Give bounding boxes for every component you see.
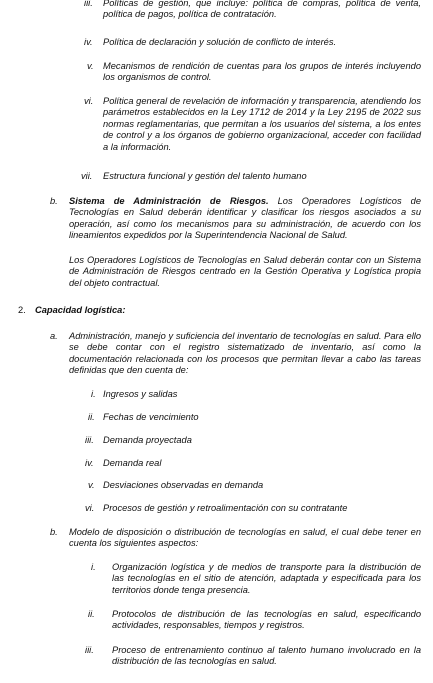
list-item-text: Organización logística y de medios de transporte para la distribución de las tecnologías en el sitio de atención, adaptada y especificada para los territorios donde tenga presencia. [112, 562, 421, 595]
list-marker: vii. [81, 171, 93, 181]
list-item-text: Proceso de entrenamiento continuo al talento humano involucrado en la distribución de las tecnologías en salud. [112, 645, 421, 667]
list-item-text: Ingresos y salidas [103, 389, 178, 399]
list-item-text: Políticas de gestión, que incluye: política de compras, política de venta, política de pagos, política de contratación. [103, 0, 421, 20]
list-marker: iii. [85, 435, 94, 445]
list-marker: v. [88, 480, 95, 490]
risk-system-paragraph [69, 196, 421, 242]
section-title: Capacidad logística: [35, 305, 126, 315]
list-item-text: Demanda real [103, 458, 162, 468]
list-marker: ii. [88, 412, 95, 422]
list-item-text: Procesos de gestión y retroalimentación con su contratante [103, 503, 348, 513]
list-item-text: Política de declaración y solución de conflicto de interés. [103, 37, 337, 47]
list-marker: iv. [85, 458, 94, 468]
inventory-paragraph: Administración, manejo y suficiencia del inventario de tecnologías en salud. Para ello se debe contar con el registro sistematizado de inventario, así como la documentación relacionada con los procesos que permitan llevar a cabo las tareas definidas que den cuenta de: [69, 331, 421, 376]
list-marker: vi. [84, 96, 94, 106]
list-marker: v. [87, 61, 94, 71]
list-marker: iii. [84, 0, 93, 8]
list-marker: b. [50, 196, 58, 206]
list-item-text: Mecanismos de rendición de cuentas para los grupos de interés incluyendo los organismos de control. [103, 61, 421, 83]
distribution-paragraph: Modelo de disposición o distribución de tecnologías en salud, el cual debe tener en cuenta los siguientes aspectos: [69, 527, 421, 549]
list-marker: ii. [88, 609, 95, 619]
list-marker: vi. [85, 503, 95, 513]
list-marker: iii. [85, 645, 94, 655]
risk-system-title: Sistema de Administración de Riesgos. [69, 196, 269, 206]
list-item-text: Fechas de vencimiento [103, 412, 199, 422]
list-item-text: Estructura funcional y gestión del talento humano [103, 171, 307, 181]
list-marker: iv. [84, 37, 93, 47]
risk-system-paragraph-2: Los Operadores Logísticos de Tecnologías en Salud deberán contar con un Sistema de Administración de Riesgos centrado en la Gestión Operativa y Logística propia del objeto contractual. [69, 255, 421, 288]
section-number: 2. [18, 305, 26, 315]
list-item-text: Demanda proyectada [103, 435, 192, 445]
risk-system-text: Los Operadores Logísticos de Tecnologías en Salud deberán identificar y clasificar los riesgos asociados a su operación, así como los mecanismos para su administración, de acuerdo con los lineamientos expedidos por la Superintendencia Nacional de Salud. [69, 196, 421, 241]
list-item-text: Desviaciones observadas en demanda [103, 480, 264, 490]
list-marker: i. [91, 562, 96, 572]
list-item-text: Protocolos de distribución de las tecnologías en salud, especificando actividades, responsables, tiempos y registros. [112, 609, 421, 631]
list-marker: a. [50, 331, 58, 341]
list-item-text: Política general de revelación de información y transparencia, atendiendo los parámetros establecidos en la Ley 1712 de 2014 y la Ley 2195 de 2022 sus normas reglamentarias, que permitan a los usuarios del sistema, a los entes de control y a los órganos de gobierno organizacional, acceder con facilidad a la información. [103, 96, 421, 152]
list-marker: b. [50, 527, 58, 537]
list-marker: i. [91, 389, 96, 399]
